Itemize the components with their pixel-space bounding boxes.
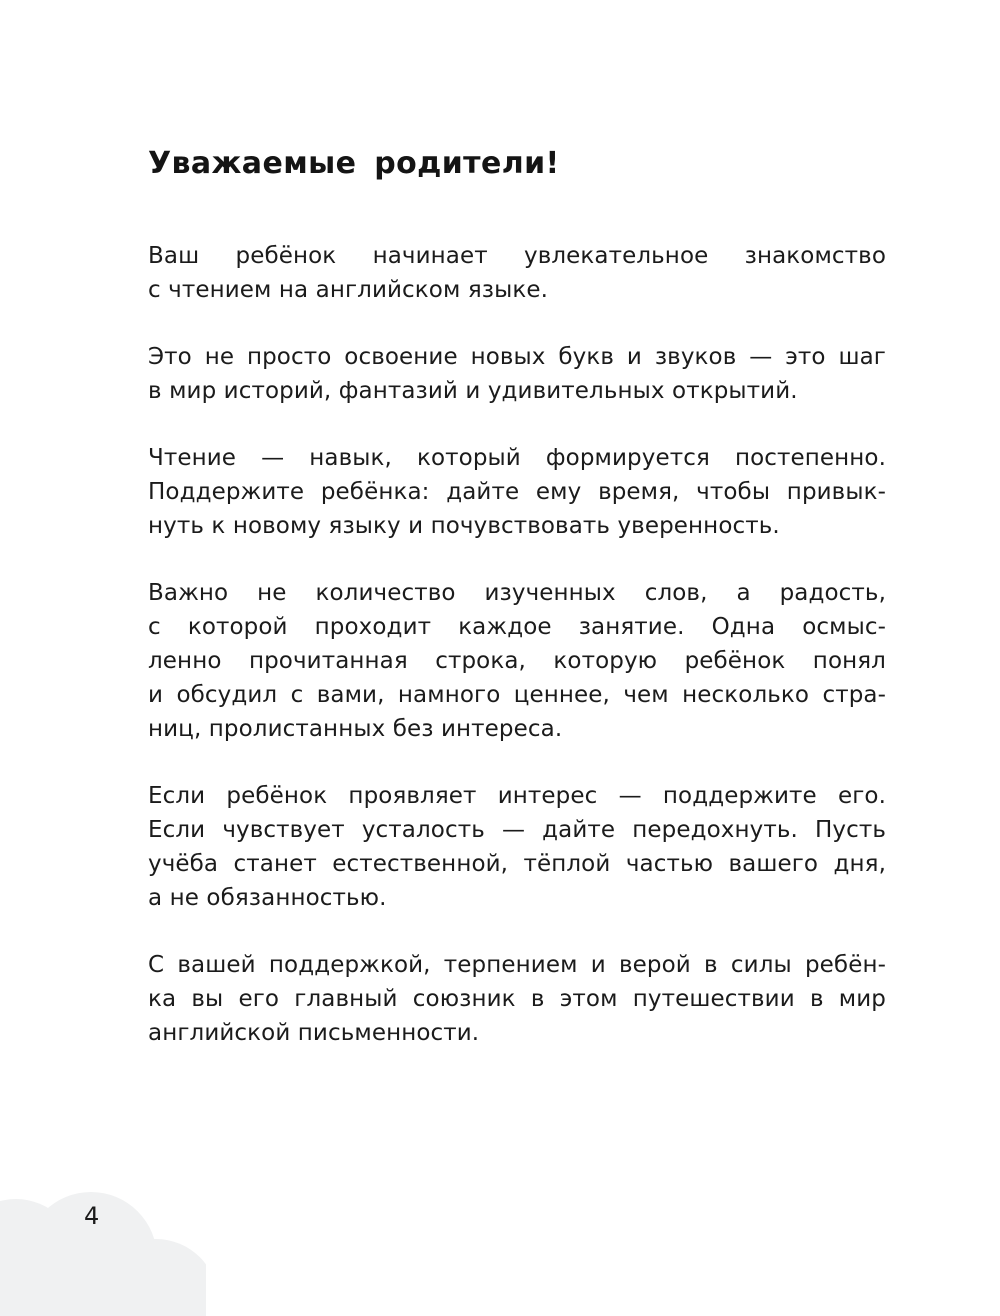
text-line: Чтение — навык, который формируется постепенно. [148, 445, 886, 471]
text-line: ниц, пролистанных без интереса. [148, 716, 563, 742]
paragraph [148, 340, 886, 408]
text-line: ка вы его главный союзник в этом путешествии в мир [148, 986, 886, 1012]
text-line: нуть к новому языку и почувствовать уверенность. [148, 513, 780, 539]
text-line: Поддержите ребёнка: дайте ему время, чтобы привык- [148, 479, 886, 505]
text-line: учёба станет естественной, тёплой частью вашего дня, [148, 851, 886, 877]
paragraph [148, 948, 886, 1050]
page-number: 4 [84, 1202, 100, 1230]
text-line: английской письменности. [148, 1020, 480, 1046]
text-line: с чтением на английском языке. [148, 277, 548, 303]
text-line: с которой проходит каждое занятие. Одна осмыс- [148, 614, 886, 640]
cloud-shape [0, 1192, 206, 1316]
text-line: и обсудил с вами, намного ценнее, чем несколько стра- [148, 682, 886, 708]
paragraph [148, 779, 886, 915]
text-line: ленно прочитанная строка, которую ребёнок понял [148, 648, 886, 674]
paragraph [148, 239, 886, 307]
cloud-decoration [0, 1166, 206, 1316]
text-line: Если ребёнок проявляет интерес — поддержите его. [148, 783, 886, 809]
text-line: Ваш ребёнок начинает увлекательное знакомство [148, 243, 886, 269]
text-line: Важно не количество изученных слов, а радость, [148, 580, 886, 606]
text-line: С вашей поддержкой, терпением и верой в силы ребён- [148, 952, 886, 978]
text-line: Это не просто освоение новых букв и звуков — это шаг [148, 344, 886, 370]
page-title: Уважаемые родители! [148, 146, 560, 181]
paragraph [148, 441, 886, 543]
text-line: Если чувствует усталость — дайте передохнуть. Пусть [148, 817, 886, 843]
text-line: в мир историй, фантазий и удивительных открытий. [148, 378, 798, 404]
text-line: а не обязанностью. [148, 885, 387, 911]
body-paragraphs [148, 239, 886, 1050]
page-content [148, 146, 886, 1083]
paragraph [148, 576, 886, 746]
